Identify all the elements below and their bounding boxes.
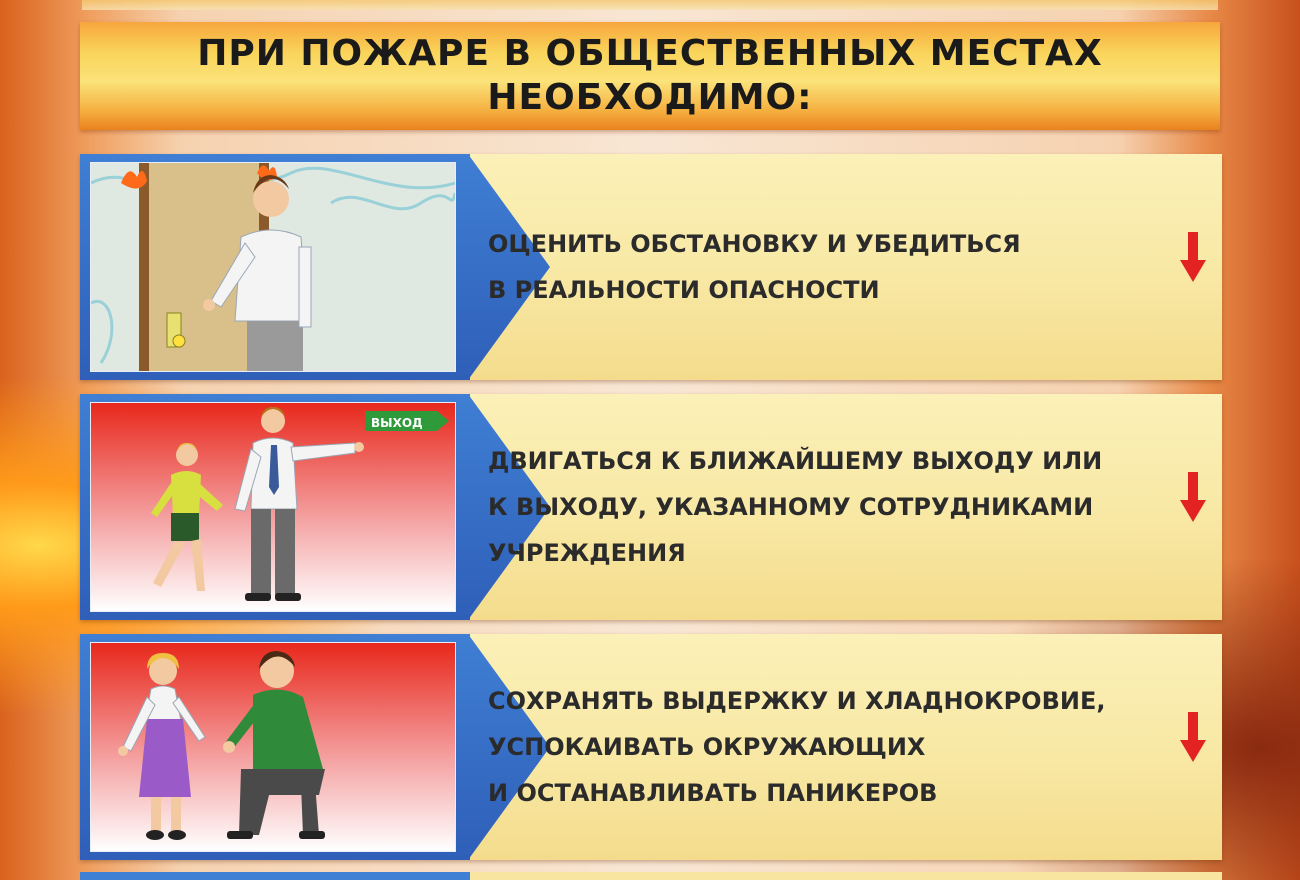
down-arrow-icon — [1180, 232, 1206, 284]
title-banner — [80, 22, 1220, 130]
step-text-line: УЧРЕЖДЕНИЯ — [488, 539, 686, 567]
step-text-line: УСПОКАИВАТЬ ОКРУЖАЮЩИХ — [488, 733, 926, 761]
step-text — [488, 634, 1168, 860]
page-title-line-1: ПРИ ПОЖАРЕ В ОБЩЕСТВЕННЫХ МЕСТАХ — [197, 33, 1103, 74]
step-card-2 — [80, 394, 1222, 620]
page-title-line-2: НЕОБХОДИМО: — [487, 77, 813, 118]
down-arrow-icon — [1180, 712, 1206, 764]
exit-sign-icon: ВЫХОД — [371, 416, 423, 430]
step-card-1 — [80, 154, 1222, 380]
step-text — [488, 394, 1168, 620]
illustration-man-calming-girl — [90, 642, 456, 852]
step-card-3 — [80, 634, 1222, 860]
step-text-line: И ОСТАНАВЛИВАТЬ ПАНИКЕРОВ — [488, 779, 938, 807]
illustration-man-pointing-to-exit — [90, 402, 456, 612]
step-text-line: ДВИГАТЬСЯ К БЛИЖАЙШЕМУ ВЫХОДУ ИЛИ — [488, 447, 1103, 475]
top-strip — [82, 0, 1218, 10]
illustration-man-checking-door — [90, 162, 456, 372]
down-arrow-icon — [1180, 472, 1206, 524]
step-text-line: В РЕАЛЬНОСТИ ОПАСНОСТИ — [488, 276, 880, 304]
next-card-edge — [80, 872, 1222, 880]
step-text-line: ОЦЕНИТЬ ОБСТАНОВКУ И УБЕДИТЬСЯ — [488, 230, 1021, 258]
step-text-line: К ВЫХОДУ, УКАЗАННОМУ СОТРУДНИКАМИ — [488, 493, 1094, 521]
step-text-line: СОХРАНЯТЬ ВЫДЕРЖКУ И ХЛАДНОКРОВИЕ, — [488, 687, 1106, 715]
step-text — [488, 154, 1168, 380]
